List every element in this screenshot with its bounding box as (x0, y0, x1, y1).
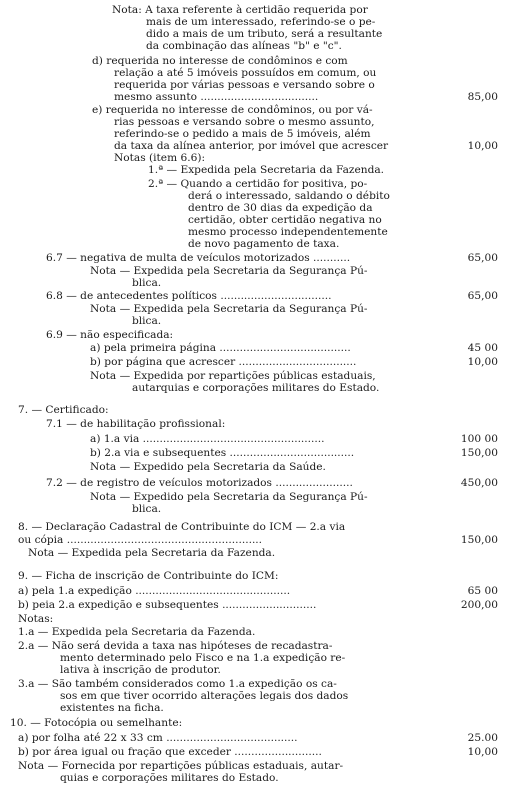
text-line: a) pela primeira página ....................................... (90, 342, 351, 354)
text-line: ou cópia .......................................................... (18, 534, 263, 546)
text-line: referindo-se o pedido a mais de 5 imóveis, além (114, 128, 371, 140)
fee-value: 65,00 (467, 252, 498, 264)
text-line: autarquias e corporações militares do Estado. (132, 382, 380, 394)
text-line: 7.2 — de registro de veículos motorizados ....................... (46, 477, 353, 489)
text-line: 6.8 — de antecedentes políticos ................................. (46, 290, 332, 302)
text-line: 6.7 — negativa de multa de veículos motorizados ........... (46, 252, 351, 264)
text-line: a) 1.a via ...................................................... (90, 433, 325, 445)
text-line: 8. — Declaração Cadastral de Contribuinte do ICM — 2.a via (18, 521, 346, 533)
text-line: Nota — Expedida pela Secretaria da Segurança Pú- (90, 303, 368, 315)
text-line: Nota — Expedida pela Secretaria da Fazenda. (28, 547, 276, 559)
fee-value: 150,00 (460, 447, 498, 459)
text-line: blica. (132, 503, 162, 515)
fee-value: 100 00 (460, 433, 498, 445)
text-line: quias e corporações militares do Estado. (60, 772, 279, 784)
text-line: 1.a — Expedida pela Secretaria da Fazenda. (18, 626, 256, 638)
fee-value: 10,00 (467, 140, 498, 152)
fee-value: 10,00 (467, 746, 498, 758)
text-line: mais de um interessado, referindo-se o pe- (146, 16, 376, 28)
fee-value: 25.00 (467, 732, 498, 744)
text-line: 6.9 — não especificada: (46, 329, 174, 341)
text-line: d) requerida no interesse de condôminos e com (92, 55, 348, 67)
text-line: de novo pagamento de taxa. (188, 238, 340, 250)
fee-value: 10,00 (467, 356, 498, 368)
text-line: relação a até 5 imóveis possuídos em comum, ou (114, 67, 377, 79)
text-line: dido a mais de um tributo, será a resultante (146, 28, 383, 40)
text-line: 7. — Certificado: (18, 404, 109, 416)
text-line: requerida por várias pessoas e versando sobre o (114, 79, 375, 91)
text-line: 1.ª — Expedida pela Secretaria da Fazenda. (148, 164, 385, 176)
text-line: lativa à inscrição de produtor. (60, 664, 221, 676)
text-line: 10. — Fotocópia ou semelhante: (10, 717, 183, 729)
text-line: blica. (132, 277, 162, 289)
text-line: Notas: (18, 613, 54, 625)
fee-value: 65 00 (467, 585, 498, 597)
text-line: b) peia 2.a expedição e subsequentes ............................ (18, 599, 317, 611)
text-line: Nota — Expedido pela Secretaria da Saúde. (90, 461, 326, 473)
text-line: derá o interessado, saldando o débito (188, 190, 390, 202)
text-line: 3.a — São também considerados como 1.a expedição os ca- (18, 678, 337, 690)
fee-value: 150,00 (460, 534, 498, 546)
text-line: da combinação das alíneas "b" e "c". (146, 40, 342, 52)
text-line: Nota — Expedido pela Secretaria da Segurança Pú- (90, 491, 368, 503)
text-line: existentes na ficha. (60, 702, 164, 714)
text-line: 2.a — Não será devida a taxa nas hipóteses de recadastra- (18, 640, 333, 652)
fee-value: 45 00 (467, 342, 498, 354)
fee-value: 85,00 (467, 91, 498, 103)
text-line: e) requerida no interesse de condôminos, ou por vá- (92, 104, 373, 116)
text-line: mesmo assunto ................................... (114, 91, 319, 103)
text-line: mesmo processo independentemente (188, 226, 388, 238)
text-line: b) por página que acrescer ................................... (90, 356, 357, 368)
text-line: Nota: A taxa referente à certidão requerida por (112, 4, 368, 16)
text-line: rias pessoas e versando sobre o mesmo assunto, (114, 116, 375, 128)
text-line: dentro de 30 dias da expedição da (188, 202, 373, 214)
text-line: blica. (132, 315, 162, 327)
text-line: certidão, obter certidão negativa no (188, 214, 382, 226)
text-line: b) por área igual ou fração que exceder .......................... (18, 746, 322, 758)
text-line: 2.ª — Quando a certidão for positiva, po- (148, 178, 368, 190)
text-line: b) 2.a via e subsequentes ..................................... (90, 447, 355, 459)
text-line: 7.1 — de habilitação profissional: (46, 418, 226, 430)
text-line: Nota — Expedida por repartições públicas estaduais, (90, 370, 376, 382)
text-line: a) por folha até 22 x 33 cm ....................................... (18, 732, 298, 744)
fee-value: 65,00 (467, 290, 498, 302)
text-line: Nota — Fornecida por repartições públicas estaduais, autar- (18, 760, 344, 772)
fee-value: 200,00 (460, 599, 498, 611)
text-line: mento determinado pelo Fisco e na 1.a expedição re- (60, 652, 346, 664)
text-line: 9. — Ficha de inscrição de Contribuinte do ICM: (18, 570, 279, 582)
text-line: Notas (item 6.6): (114, 152, 206, 164)
text-line: sos em que tiver ocorrido alterações legais dos dados (60, 690, 349, 702)
text-line: a) pela 1.a expedição .............................................. (18, 585, 291, 597)
text-line: Nota — Expedida pela Secretaria da Segurança Pú- (90, 265, 368, 277)
text-line: da taxa da alínea anterior, por imóvel que acrescer (114, 140, 389, 152)
fee-value: 450,00 (460, 477, 498, 489)
